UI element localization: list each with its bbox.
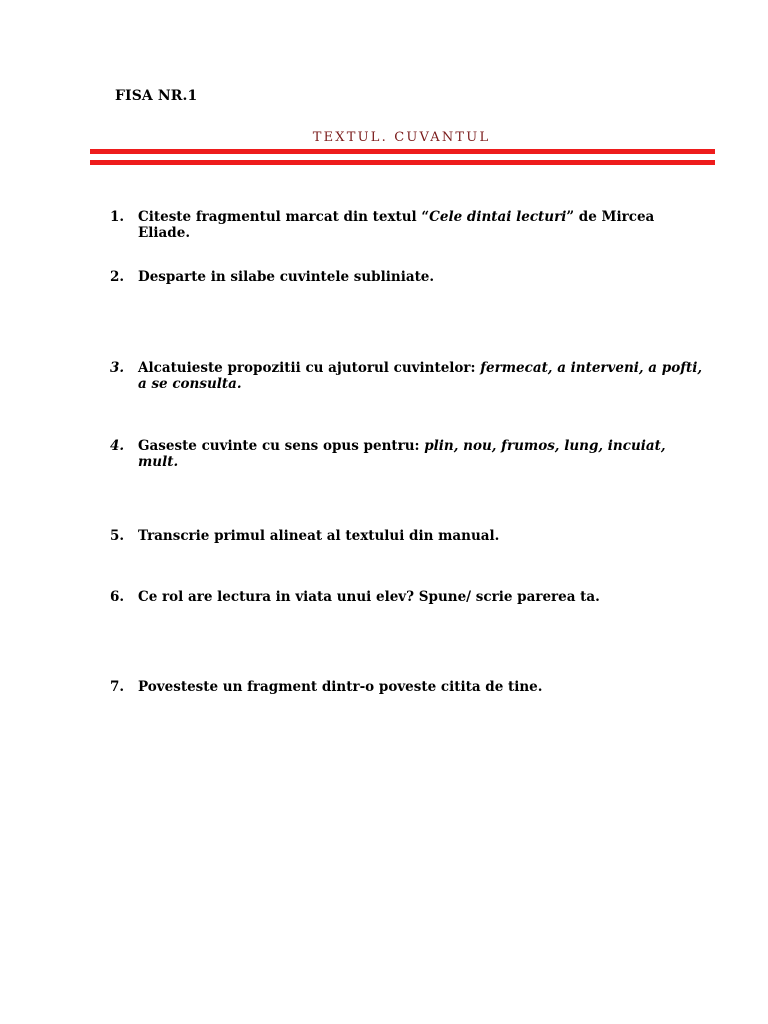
question-3 [110, 360, 710, 392]
word-list: fermecat, a interveni, a pofti, a se consulta. [138, 360, 703, 392]
question-number: 3. [110, 360, 125, 376]
question-number: 5. [110, 528, 125, 544]
question-number: 4. [110, 438, 125, 454]
question-number: 7. [110, 679, 125, 695]
question-5 [110, 528, 710, 544]
question-text: Ce rol are lectura in viata unui elev? Spune/ scrie parerea ta. [138, 589, 600, 605]
question-text: Transcrie primul alineat al textului din manual. [138, 528, 500, 544]
question-text: Alcatuieste propozitii cu ajutorul cuvintelor: fermecat, a interveni, a pofti, a se consulta. [138, 360, 703, 392]
question-text: Povesteste un fragment dintr-o poveste citita de tine. [138, 679, 543, 695]
question-text: Citeste fragmentul marcat din textul “Cele dintai lecturi” de Mircea Eliade. [138, 209, 655, 241]
question-text: Gaseste cuvinte cu sens opus pentru: plin, nou, frumos, lung, incuiat, mult. [138, 438, 666, 470]
sheet-label: FISA NR.1 [115, 88, 198, 104]
question-1 [110, 209, 710, 241]
question-4 [110, 438, 710, 470]
question-number: 6. [110, 589, 125, 605]
word-list: plin, nou, frumos, lung, incuiat, mult. [138, 438, 666, 470]
question-text: Desparte in silabe cuvintele subliniate. [138, 269, 435, 285]
question-number: 2. [110, 269, 125, 285]
page-title: TEXTUL. CUVANTUL [312, 130, 491, 145]
title-divider-top [90, 149, 715, 154]
book-title: Cele dintai lecturi [429, 209, 567, 225]
title-divider-bottom [90, 160, 715, 165]
question-6 [110, 589, 710, 605]
question-number: 1. [110, 209, 125, 225]
question-7 [110, 679, 710, 695]
question-2 [110, 269, 710, 285]
